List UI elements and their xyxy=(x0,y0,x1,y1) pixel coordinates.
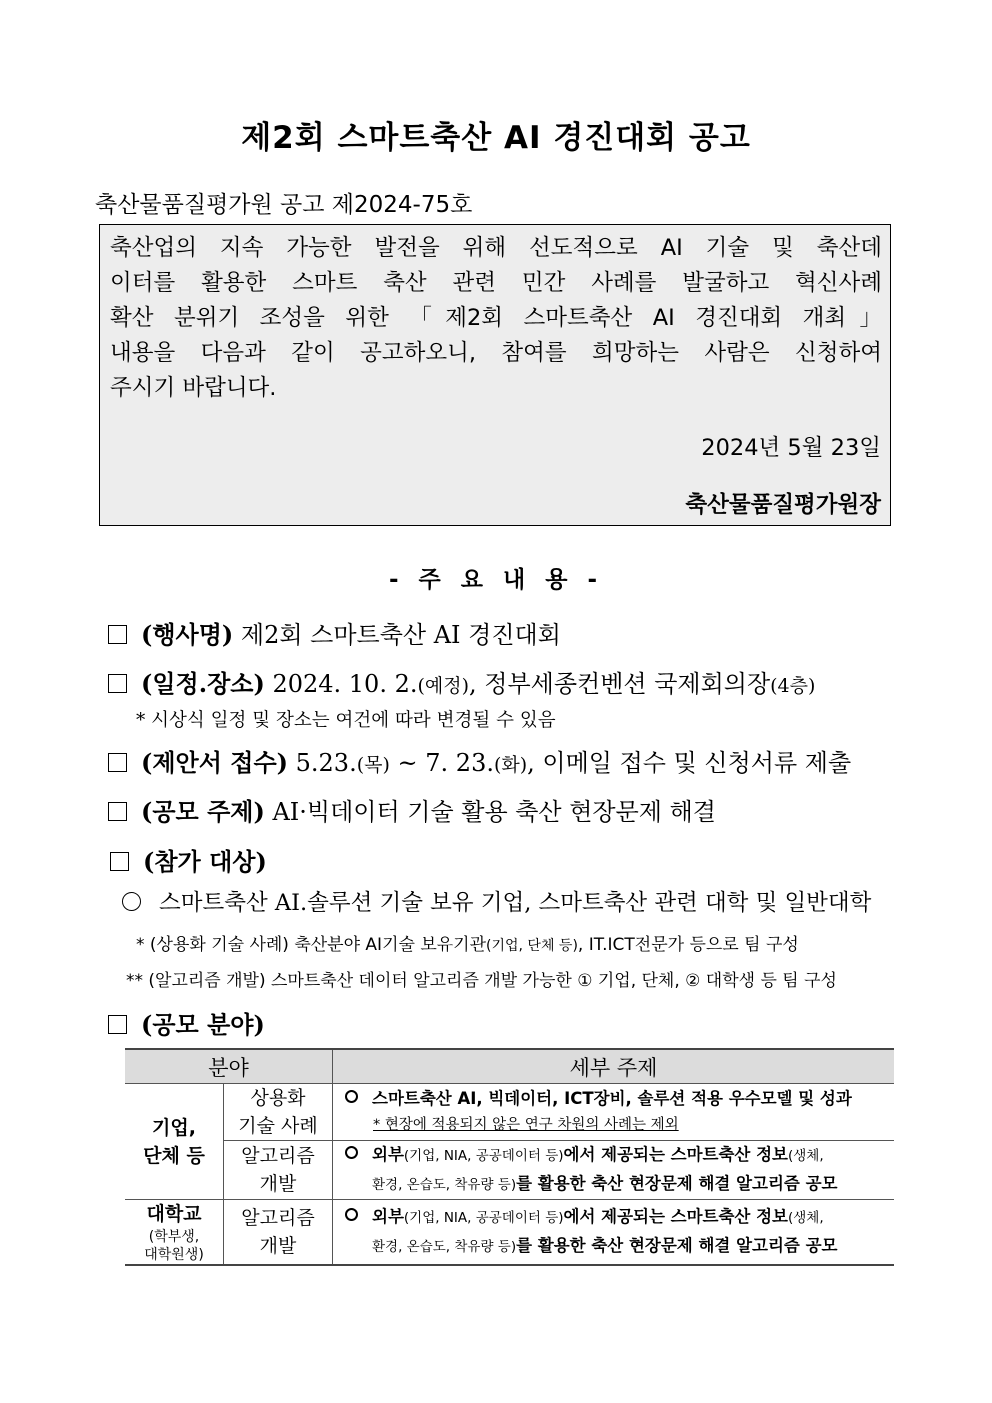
body-line: 축산업의 지속 가능한 발전을 위해 선도적으로 AI 기술 및 축산데 xyxy=(110,235,882,261)
topic-text: 외부 xyxy=(372,1207,404,1226)
circle-bullet-icon xyxy=(345,1090,358,1103)
item-value: 제2회 스마트축산 AI 경진대회 xyxy=(240,621,561,649)
topic-text: 외부 xyxy=(372,1145,404,1164)
notice-body xyxy=(110,231,882,406)
topic-note xyxy=(345,1112,894,1139)
schedule-date-note: (예정) xyxy=(417,675,470,697)
item-label: (일정.장소) xyxy=(141,669,265,698)
topic-text: 를 활용한 축산 현장문제 해결 알고리즘 공모 xyxy=(516,1174,838,1193)
item-label: (제안서 접수) xyxy=(141,748,288,777)
participants-line xyxy=(122,885,871,917)
item-schedule xyxy=(108,664,815,699)
body-line: 내용을 다음과 같이 공고하오니, 참여를 희망하는 사람은 신청하여 xyxy=(110,340,882,366)
field-table xyxy=(125,1048,894,1266)
topic-paren: (기업, NIA, 공공데이터 등) xyxy=(403,1148,564,1164)
document-title: 제2회 스마트축산 AI 경진대회 공고 xyxy=(241,120,751,156)
proposal-end-day: (화) xyxy=(493,754,528,776)
participants-note-2: ** (알고리즘 개발) 스마트축산 데이터 알고리즘 개발 가능한 ① 기업, 단체, ② 대학생 등 팀 구성 xyxy=(126,971,837,991)
proposal-start: 5.23. xyxy=(295,749,357,777)
topic-line xyxy=(345,1232,894,1261)
schedule-floor: (4층) xyxy=(770,675,816,697)
participants-note-1 xyxy=(136,930,799,955)
notice-box xyxy=(99,224,891,526)
notice-number: 축산물품질평가원 공고 제2024-75호 xyxy=(95,192,473,218)
table-header-row xyxy=(125,1049,894,1084)
topic-paren: 환경, 온습도, 착유량 등) xyxy=(372,1177,517,1193)
checkbox-square-icon xyxy=(108,625,127,644)
circle-bullet-icon xyxy=(345,1146,358,1159)
item-label: (공모 분야) xyxy=(141,1010,265,1039)
group-name xyxy=(125,1084,224,1200)
checkbox-square-icon xyxy=(108,802,127,821)
body-line: 주시기 바랍니다. xyxy=(110,375,277,401)
item-value: AI·빅데이터 기술 활용 축산 현장문제 해결 xyxy=(272,798,716,826)
circle-bullet-icon xyxy=(345,1208,358,1221)
table-row xyxy=(125,1084,894,1141)
note-text: , IT.ICT전문가 등으로 팀 구성 xyxy=(577,935,799,955)
type-line: 알고리즘 xyxy=(241,1145,315,1167)
topic-line xyxy=(345,1141,894,1170)
proposal-start-day: (목) xyxy=(356,754,390,776)
checkbox-square-icon xyxy=(110,852,129,871)
topic-paren: (생체, xyxy=(787,1148,824,1164)
topic-line xyxy=(345,1203,894,1232)
type-line: 알고리즘 xyxy=(241,1207,315,1229)
circle-bullet-icon xyxy=(122,892,141,911)
schedule-date: 2024. 10. 2. xyxy=(272,670,418,698)
proposal-end: ~ 7. 23. xyxy=(389,749,494,777)
item-proposal xyxy=(108,743,851,778)
topic-text: 에서 제공되는 스마트축산 정보 xyxy=(563,1207,788,1226)
checkbox-square-icon xyxy=(108,753,127,772)
item-label: (참가 대상) xyxy=(143,847,267,876)
topic-text: 에서 제공되는 스마트축산 정보 xyxy=(563,1145,788,1164)
type-line: 개발 xyxy=(259,1235,297,1257)
schedule-note: * 시상식 일정 및 장소는 여건에 따라 변경될 수 있음 xyxy=(136,710,556,731)
table-row xyxy=(125,1200,894,1266)
item-label: (공모 주제) xyxy=(141,797,265,826)
item-label: (행사명) xyxy=(141,620,234,649)
group-name-line: 대학원생) xyxy=(144,1247,204,1263)
topic-paren: 환경, 온습도, 착유량 등) xyxy=(372,1239,517,1255)
item-event-name xyxy=(108,615,561,650)
topic-note-text: * 현장에 적용되지 않은 연구 차원의 사례는 제외 xyxy=(373,1117,679,1133)
header-field: 분야 xyxy=(125,1049,333,1084)
proposal-rest: , 이메일 접수 및 신청서류 제출 xyxy=(527,749,852,777)
body-line: 이터를 활용한 스마트 축산 관련 민간 사례를 발굴하고 혁신사례 xyxy=(110,270,882,296)
schedule-place: , 정부세종컨벤션 국제회의장 xyxy=(469,670,771,698)
topic-line xyxy=(345,1170,894,1199)
item-topic xyxy=(108,792,716,827)
type-cell xyxy=(224,1141,333,1200)
topic-cell xyxy=(333,1200,895,1266)
item-field xyxy=(108,1005,265,1040)
type-cell xyxy=(224,1084,333,1141)
type-line: 상용화 xyxy=(250,1087,306,1109)
checkbox-square-icon xyxy=(108,1015,127,1034)
group-name xyxy=(125,1200,224,1266)
item-participants xyxy=(110,842,267,877)
section-title: - 주 요 내 용 - xyxy=(388,567,603,593)
topic-text: 스마트축산 AI, 빅데이터, ICT장비, 솔루션 적용 우수모델 및 성과 xyxy=(372,1089,852,1108)
participants-text: 스마트축산 AI.솔루션 기술 보유 기업, 스마트축산 관련 대학 및 일반대학 xyxy=(159,890,872,916)
checkbox-square-icon xyxy=(108,674,127,693)
topic-line xyxy=(345,1085,894,1112)
group-name-line: 기업, xyxy=(152,1116,196,1139)
body-line: 확산 분위기 조성을 위한 「제2회 스마트축산 AI 경진대회 개최」 xyxy=(110,305,882,331)
type-cell xyxy=(224,1200,333,1266)
type-line: 기술 사례 xyxy=(238,1115,318,1137)
note-text: * (상용화 기술 사례) 축산분야 AI기술 보유기관 xyxy=(136,935,487,955)
topic-paren: (기업, NIA, 공공데이터 등) xyxy=(403,1210,564,1226)
header-topic: 세부 주제 xyxy=(333,1049,895,1084)
notice-date: 2024년 5월 23일 xyxy=(701,435,881,461)
table-row xyxy=(125,1141,894,1200)
notice-signer: 축산물품질평가원장 xyxy=(685,492,881,518)
type-line: 개발 xyxy=(259,1173,297,1195)
topic-paren: (생체, xyxy=(787,1210,824,1226)
group-name-line: 단체 등 xyxy=(143,1144,205,1167)
topic-cell xyxy=(333,1084,895,1141)
topic-text: 를 활용한 축산 현장문제 해결 알고리즘 공모 xyxy=(516,1236,838,1255)
group-name-line: (학부생, xyxy=(148,1229,200,1245)
note-paren: (기업, 단체 등) xyxy=(486,938,578,954)
group-name-line: 대학교 xyxy=(146,1203,202,1225)
topic-cell xyxy=(333,1141,895,1200)
